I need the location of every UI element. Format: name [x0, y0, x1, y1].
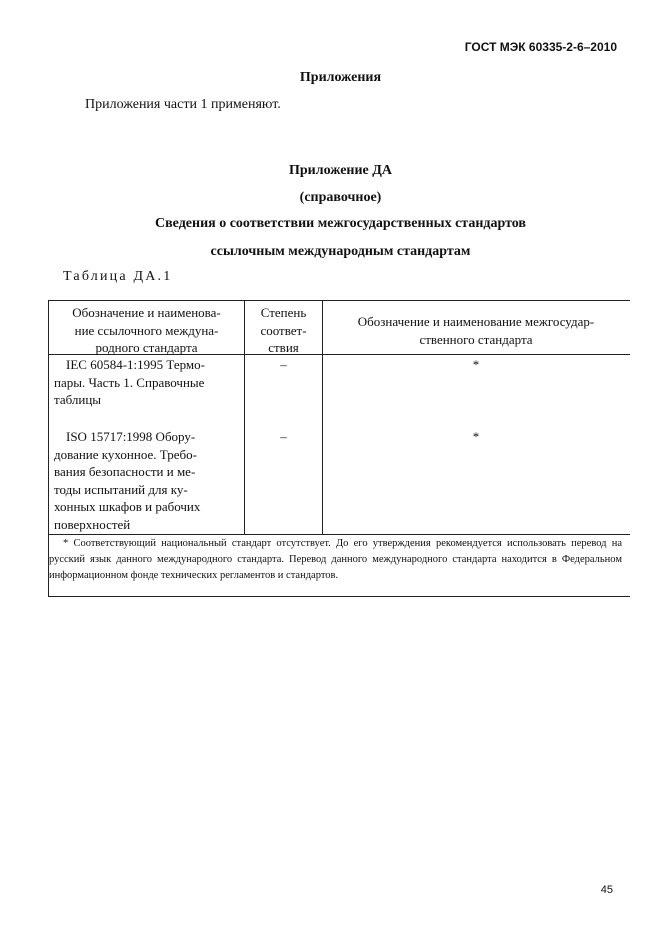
header-interstate-standard: Обозначение и наименование межгосудар- ственного стандарта	[357, 314, 595, 347]
table-label: Таблица ДА.1	[63, 269, 173, 284]
table-footnote: * Соответствующий национальный стандарт отсутствует. До его утверждения рекомендуется использовать перевод на русский язык данного международного стандарта. Перевод данного международного стандарта находится в Федеральном информационном фонде технических регламентов и стандартов.	[49, 538, 622, 581]
table-row-1-interstate: *	[472, 357, 480, 372]
table-row-2-interstate: *	[472, 429, 480, 444]
appendices-title: Приложения	[299, 70, 382, 85]
table-row-2-reference: ISO 15717:1998 Обору- дование кухонное. Требо- вания безопасности и ме- тоды испытаний для ку- хонных шкафов и рабочих поверхностей	[54, 429, 201, 532]
table-row-1-reference: IEC 60584-1:1995 Термо- пары. Часть 1. Справочные таблицы	[54, 357, 205, 407]
header-degree: Степень соответ- ствия	[260, 305, 307, 355]
appendix-da-type: (справочное)	[299, 190, 382, 205]
table-body-border	[48, 534, 630, 535]
appendix-da-subtitle-line2: ссылочным международным стандартам	[210, 244, 471, 259]
table-top-border	[48, 300, 630, 301]
appendix-da-subtitle-line1: Сведения о соответствии межгосударственных стандартов	[155, 216, 526, 231]
appendices-text: Приложения части 1 применяют.	[85, 97, 281, 112]
table-bottom-border	[48, 596, 630, 597]
table-row-2-degree: –	[280, 429, 287, 444]
correspondence-table	[48, 300, 630, 597]
appendix-da-title: Приложение ДА	[288, 163, 393, 178]
page-number: 45	[600, 884, 613, 896]
standard-code: ГОСТ МЭК 60335-2-6–2010	[464, 40, 617, 54]
table-row-1-degree: –	[280, 357, 287, 372]
header-reference-standard: Обозначение и наименова- ние ссылочного междуна- родного стандарта	[72, 305, 221, 355]
